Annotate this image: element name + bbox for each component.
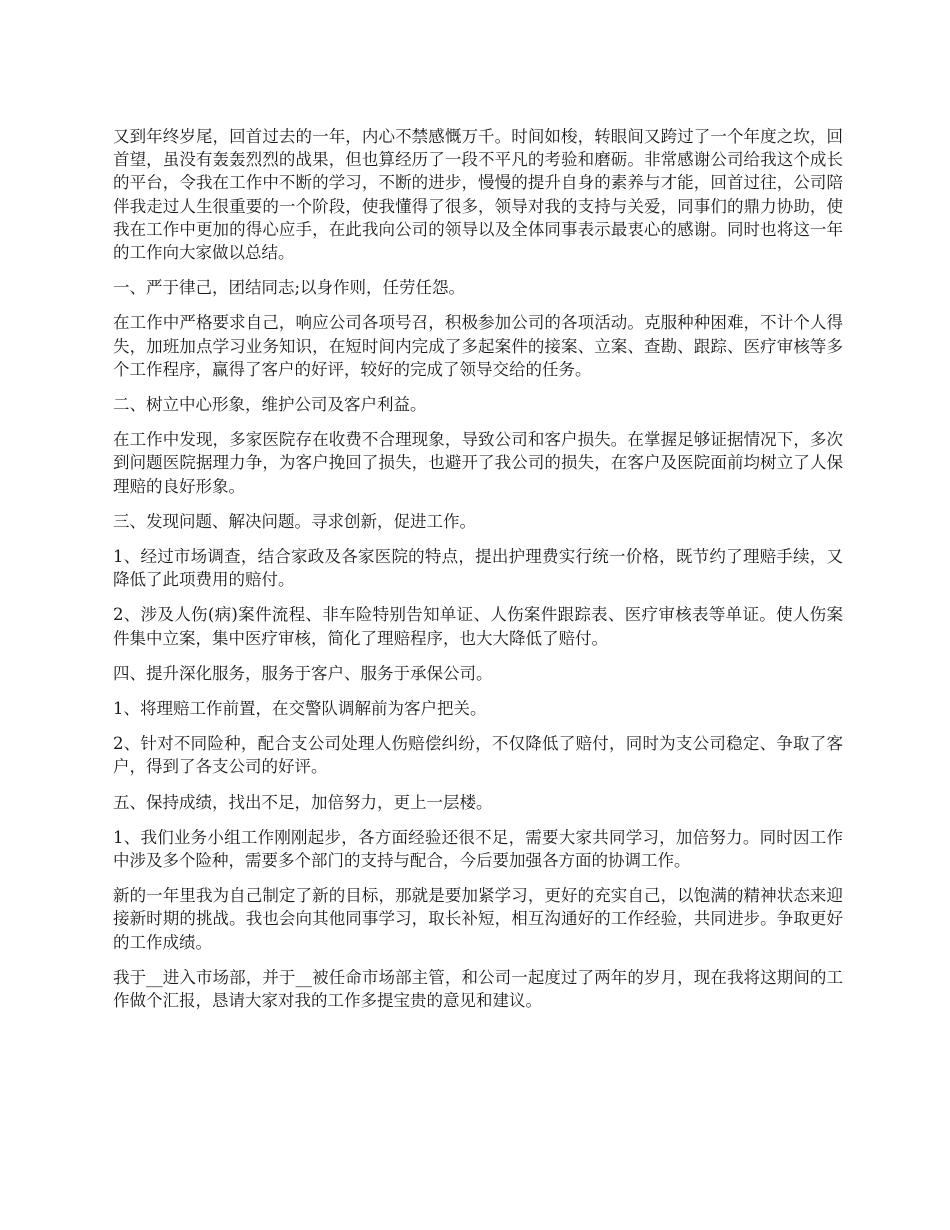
section-heading-5: 五、保持成绩，找出不足，加倍努力，更上一层楼。 [113, 792, 493, 812]
section-heading-3: 三、发现问题、解决问题。寻求创新，促进工作。 [113, 511, 476, 531]
paragraph-section-4-item-1: 1、将理赔工作前置，在交警队调解前为客户把关。 [113, 699, 487, 719]
paragraph-market-report: 我于__进入市场部，并于__被任命市场部主管，和公司一起度过了两年的岁月，现在我将这期间的工作做个汇报，恳请大家对我的工作多提宝贵的意见和建议。 [113, 967, 843, 1011]
section-heading-4: 四、提升深化服务，服务于客户、服务于承保公司。 [113, 663, 493, 683]
paragraph-section-3-item-1: 1、经过市场调查，结合家政及各家医院的特点，提出护理费实行统一价格，既节约了理赔手续，又降低了此项费用的赔付。 [113, 547, 843, 590]
paragraph-new-year-goals: 新的一年里我为自己制定了新的目标，那就是要加紧学习，更好的充实自己，以饱满的精神状态来迎接新时期的挑战。我也会向其他同事学习，取长补短，相互沟通好的工作经验，共同进步。争取更好的工作成绩。 [113, 886, 843, 952]
paragraph-intro: 又到年终岁尾，回首过去的一年，内心不禁感慨万千。时间如梭，转眼间又跨过了一个年度之坎，回首望，虽没有轰轰烈烈的战果，但也算经历了一段不平凡的考验和磨砺。非常感谢公司给我这个成长的平台，令我在工作中不断的学习，不断的进步，慢慢的提升自身的素养与才能，回首过往，公司陪伴我走过人生很重要的一个阶段，使我懂得了很多，领导对我的支持与关爱，同事们的鼎力协助，使我在工作中更加的得心应手，在此我向公司的领导以及全体同事表示最衷心的感谢。同时也将这一年的工作向大家做以总结。 [113, 127, 843, 263]
paragraph-section-1: 在工作中严格要求自己，响应公司各项号召，积极参加公司的各项活动。克服种种困难，不计个人得失，加班加点学习业务知识，在短时间内完成了多起案件的接案、立案、查勘、跟踪、医疗审核等多个工作程序，赢得了客户的好评，较好的完成了领导交给的任务。 [113, 313, 843, 379]
section-heading-2: 二、树立中心形象，维护公司及客户利益。 [113, 395, 427, 415]
paragraph-section-5-item-1: 1、我们业务小组工作刚刚起步，各方面经验还很不足，需要大家共同学习，加倍努力。同时因工作中涉及多个险种，需要多个部门的支持与配合，今后要加强各方面的协调工作。 [113, 827, 843, 871]
paragraph-section-3-item-2: 2、涉及人伤(病)案件流程、非车险特别告知单证、人伤案件跟踪表、医疗审核表等单证。使人伤案件集中立案，集中医疗审核，简化了理赔程序，也大大降低了赔付。 [113, 605, 843, 648]
section-heading-1: 一、严于律己，团结同志;以身作则，任劳任怨。 [113, 278, 466, 298]
paragraph-section-4-item-2: 2、针对不同险种，配合支公司处理人伤赔偿纠纷，不仅降低了赔付，同时为支公司稳定、争取了客户，得到了各支公司的好评。 [113, 734, 843, 777]
document-body [113, 125, 843, 1024]
paragraph-section-2: 在工作中发现，多家医院存在收费不合理现象，导致公司和客户损失。在掌握足够证据情况下，多次到问题医院据理力争，为客户挽回了损失，也避开了我公司的损失，在客户及医院面前均树立了人保理赔的良好形象。 [113, 430, 843, 496]
